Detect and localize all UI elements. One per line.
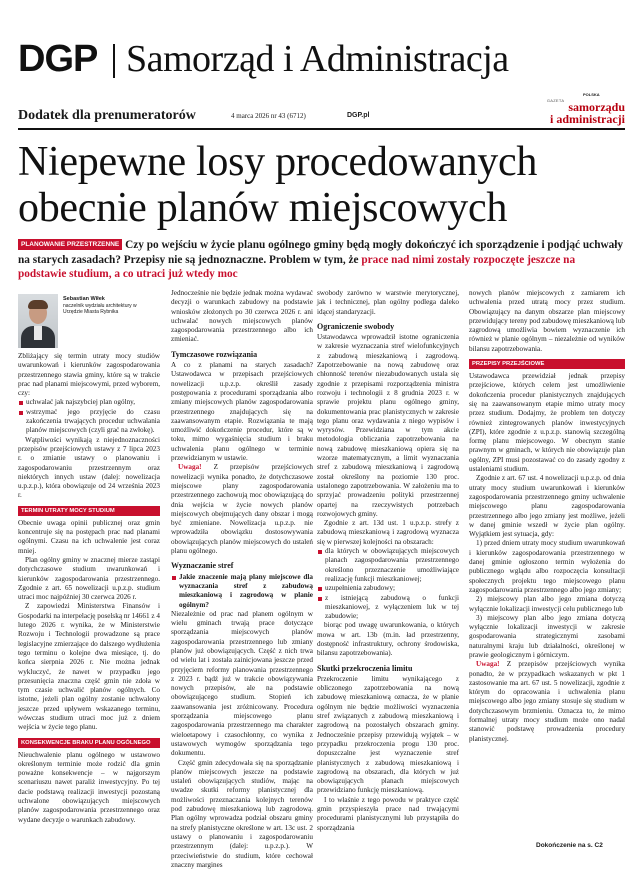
continued-note: Dokończenie na s. C2 xyxy=(536,842,603,849)
question-list xyxy=(171,573,313,610)
question xyxy=(171,573,313,610)
paragraph: Obecnie uwaga opinii publicznej oraz gmin koncentruje się na postępach prac nad planami ogólnymi. Czasu na ich uchwalenie jest coraz mniej. xyxy=(18,518,160,555)
masthead-separator xyxy=(113,44,115,78)
list-item: uchwalać jak najszybciej plan ogólny, xyxy=(18,398,160,407)
list-item: dla których w obowiązujących miejscowych planach zagospodarowania przestrzennego określono przeznaczenie umożliwiające realizację funkcji mieszkaniowej; xyxy=(317,547,459,584)
paragraph: swobody zarówno w warstwie merytorycznej, jak i technicznej, plan ogólny podlega daleko idącej standaryzacji. xyxy=(317,289,459,316)
paragraph: A co z planami na starych zasadach? Ustawodawca w przepisach przejściowych nowelizacji u.p.z.p. określił zasady postępowania z procedurami sporządzania albo zmiany miejscowych planów zagospodarowania przestrzennego znajdujących się na zaawansowanym etapie. Rozwiązania te mają umożliwić dokończenie procedur, które są w toku, mimo wygaśnięcia studium i braku uchwalenia planu ogólnego w terminie przewidzianym w ustawie. xyxy=(171,361,313,463)
uwaga-text: Z przepisów przejściowych nowelizacji wynika ponadto, że dotychczasowe miejscowe plany zagospodarowania przestrzennego zachowują moc obowiązującą do dnia wejścia w życie nowych planów miejscowych obejmujących dany obszar i mogą być zmieniane. Nowelizacja u.p.z.p. nie wprowadziła obowiązku dostosowywania obowiązujących planów miejscowych do ustaleń planu ogólnego. xyxy=(171,463,313,556)
section-heading: TERMIN UTRATY MOCY STUDIUM xyxy=(18,506,160,516)
category-tag: PLANOWANIE PRZESTRZENNE xyxy=(18,239,122,250)
site-link[interactable]: DGP.pl xyxy=(347,112,370,119)
paragraph: Zgodnie z art. 13d ust. 1 u.p.z.p. strefy z zabudową mieszkaniową i zagrodową wyznacza się w pierwszej kolejności na obszarach: xyxy=(317,519,459,546)
column-3 xyxy=(317,289,459,833)
uwaga-text: Z przepisów przejściowych wynika ponadto, że w przypadkach wskazanych w pkt 1 zastosowanie ma art. 67 ust. 5 nowelizacji, zgodnie z którym do opracowania i uchwalenia planu miejscowego albo jego zmiany stosuje się studium w dotychczasowym brzmieniu. Oznacza to, że mimo formalnej utraty mocy studium może ono nadal stanowić podstawę prowadzenia procedury planistycznej. xyxy=(469,660,626,743)
paragraph: Część gmin zdecydowała się na sporządzanie planów miejscowych jeszcze na podstawie ustaleń obowiązujących studiów, mając na uwadze skutki reformy planistycznej dla możliwości przeznaczania kolejnych terenów pod zabudowę mieszkaniową lub zagrodową. Plan ogólny wprowadza podział obszaru gminy na strefy planistyczne określone w art. 13c ust. 2 ustawy o planowaniu i zagospodarowaniu przestrzennym (dalej: u.p.z.p.). W przeciwieństwie do studium, które cechował znaczny margines xyxy=(171,758,313,869)
paragraph xyxy=(469,660,625,744)
gazette-line2: i administracji xyxy=(550,112,625,127)
article-headline: Niepewne losy procedowanych obecnie planów miejscowych xyxy=(18,139,538,231)
column-1 xyxy=(18,352,160,825)
country-label: POLSKA xyxy=(583,92,600,97)
gazette-prefix: GAZETA xyxy=(546,98,565,103)
column-4 xyxy=(469,289,625,744)
article-lead xyxy=(18,238,625,282)
paragraph: I to właśnie z tego powodu w praktyce część gmin przyspieszyła prace nad trwającymi procedurami planistycznymi lub przystąpiła do sporządzania xyxy=(317,795,459,832)
list-item: z istniejącą zabudową o funkcji mieszkaniowej, z wyłączeniem luk w tej zabudowie; xyxy=(317,594,459,622)
paragraph xyxy=(171,463,313,556)
author-name: Sebastian Wiłek xyxy=(63,296,105,302)
subheading: Tymczasowe rozwiązania xyxy=(171,349,258,359)
paragraph: Zgodnie z art. 67 ust. 4 nowelizacji u.p.z.p. od dnia utraty mocy studium uwarunkowań i kierunków zagospodarowania przestrzennego gminy uchwalenie miejscowego planu zagospodarowania przestrzennego albo jego zmiany jest możliwe, jeżeli w danej gminie wszedł w życie plan ogólny. Wyjątkiem jest sytuacja, gdy: xyxy=(469,474,625,539)
paragraph: Ustawodawca wprowadził istotne ograniczenia w zakresie wyznaczania stref wielofunkcyjnych z zabudową mieszkaniową i zagrodową. Zapotrzebowanie na nową zabudowę oraz chłonność terenów niezabudowanych ustala się zgodnie z przepisami rozporządzenia ministra rozwoju i technologii z 8 grudnia 2023 r. w sprawie projektu planu ogólnego gminy, dokumentowania prac planistycznych w zakresie tego planu oraz wydawania z niego wypisów i wyrysów. Przewidziana w tym akcie metodologia obliczania zapotrzebowania na nową zabudowę mieszkaniową opiera się na wzorze matematycznym, a limit wyznaczania stref z zabudową mieszkaniową i zagrodową został określony na poziomie 130 proc. ustalonego zapotrzebowania. W założeniu ma to sprzyjać prowadzeniu polityki przestrzennej opartej na rzeczywistych potrzebach rozwojowych gminy. xyxy=(317,333,459,518)
paragraph: Plan ogólny gminy w znacznej mierze zastąpi dotychczasowe studium uwarunkowań i kierunków zagospodarowania przestrzennego. Zgodnie z art. 65 nowelizacji u.p.z.p. studium utraci moc najpóźniej 30 czerwca 2026 r. xyxy=(18,555,160,602)
paragraph: Nieuchwalenie planu ogólnego w ustawowo określonym terminie może rodzić dla gmin poważne konsekwencje – w najgorszym scenariuszu nawet paraliż inwestycyjny. Po tej dacie podstawą realizacji inwestycji pozostaną uchwalone obowiązujących miejscowych planów zagospodarowania przestrzennego oraz wydane decyzje o warunkach zabudowy. xyxy=(18,750,160,824)
subheading: Skutki przekroczenia limitu xyxy=(317,663,413,673)
gazette-logo xyxy=(521,99,625,126)
header-rule xyxy=(18,128,625,130)
column-2 xyxy=(171,289,313,870)
uwaga-label: Uwaga! xyxy=(476,660,500,669)
paragraph: Niezależnie od prac nad planem ogólnym w wielu gminach trwają prace dotyczące sporządzania miejscowych planów zagospodarowania przestrzennego lub zmiany planów już obowiązujących. Część z nich trwa od wielu lat i została zainicjowana jeszcze przed przyjęciem reformy planowania przestrzennego z 2023 r. bądź już w trakcie obowiązywania nowych przepisów, ale na podstawie obowiązującego studium. Stopień ich zaawansowania jest zróżnicowany. Procedura sporządzania miejscowego planu zagospodarowania przestrzennego ma charakter wieloetapowy i czasochłonny, co wynika z ustawowych wymogów sporządzania tego dokumentu. xyxy=(171,609,313,758)
paragraph: Ustawodawca przewidział jednak przepisy przejściowe, których celem jest umożliwienie dokończenia procedur planistycznych znajdujących się na zaawansowanym etapie mimo utraty mocy przez studium. Dodajmy, że problem ten dotyczy również zintegrowanych planów inwestycyjnych (ZPI), które zgodnie z u.p.z.p. stanowią szczególną formę planu miejscowego. W obecnym stanie prawnym w gminach, w których nie obowiązuje plan ogólny, ZPI musi pozostawać co do zasady zgodny z ustaleniami studium. xyxy=(469,372,625,474)
paragraph: Jednocześnie nie będzie jednak można wydawać decyzji o warunkach zabudowy na podstawie wniosków złożonych po 30 czerwca 2026 r. ani uchwalać nowych miejscowych planów zagospodarowania przestrzennego albo ich zmieniać. xyxy=(171,289,313,344)
author-box xyxy=(63,296,145,316)
question-text: Jakie znaczenie mają plany miejscowe dla wyznaczania stref z zabudową mieszkaniową i zagrodową w planie ogólnym? xyxy=(179,572,313,609)
author-photo xyxy=(18,294,58,348)
paragraph: 3) miejscowy plan albo jego zmiana dotyczą wyłącznie lokalizacji inwestycji w zakresie gospodarowania strategicznymi zasobami naturalnymi kraju lub działalności, określonej w prawie geologicznym i górniczym. xyxy=(469,613,625,659)
lead-highlight: prace nad nimi zostały rozpoczęte jeszcze na podstawie studium, a co utraci już wtedy moc xyxy=(18,253,576,280)
paragraph: nowych planów miejscowych z zamiarem ich uchwalenia przed utratą mocy przez studium. Obowiązujący na danym obszarze plan miejscowy przewidujący tereny pod zabudowę mieszkaniową lub zagrodową umożliwia bowiem wyznaczenie ich również w planie ogólnym – niezależnie od wyników bilansu zapotrzebowania. xyxy=(469,289,625,353)
bullet-list xyxy=(18,398,160,435)
dgp-logo: DGP xyxy=(18,38,98,80)
author-role: naczelnik wydziału architektury w Urzędzie Miasta Rybnika xyxy=(63,302,137,315)
paragraph: biorąc pod uwagę uwarunkowania, o których mowa w art. 13b (m.in. ład przestrzenny, dostępność infrastruktury, ochrony środowiska, bilansu zapotrzebowania). xyxy=(317,621,459,658)
paragraph: Z zapowiedzi Ministerstwa Finansów i Gospodarki na interpelację poselską nr 14661 z 4 lutego 2026 r. wynika, że w Ministerstwie Rozwoju i Technologii prowadzone są prace legislacyjne zmierzające do dalszego wydłużenia tego terminu o kolejne dwa miesiące, tj. do końca sierpnia 2026 r. Nie można jednak wykluczyć, że nawet w przypadku jego przesunięcia znaczna część gmin nie zdoła w tym czasie uchwalić planów ogólnych. Co istotne, jeżeli plan ogólny zostanie uchwalony jeszcze przed upływem wskazanego terminu, wówczas studium utraci moc już z dniem wejścia w życie tego planu. xyxy=(18,602,160,732)
lead-text: Czy po wejściu w życie planu ogólnego gminy będą mogły dokończyć ich sporządzenie i podjąć uchwały na starych zasadach? Przepisy nie są jednoznaczne. Problem w tym, że xyxy=(18,239,624,266)
list-item: wstrzymać jego przyjęcie do czasu zakończenia trwających procedur uchwalania planów miejscowych (czyli grać na zwłokę). xyxy=(18,408,160,436)
paragraph: 2) miejscowy plan albo jego zmiana dotyczą wyłącznie lokalizacji inwestycji celu publicznego lub xyxy=(469,595,625,613)
subheading: Ograniczenie swobody xyxy=(317,321,395,331)
list-item: uzupełnienia zabudowy; xyxy=(317,584,459,593)
section-heading: PRZEPISY PRZEJŚCIOWE xyxy=(469,359,625,369)
paragraph: 1) przed dniem utraty mocy studium uwarunkowań i kierunków zagospodarowania przestrzennego w danej gminie ogłoszono termin wyłożenia do publicznego wglądu albo rozpoczęcia konsultacji społecznych projektu tego miejscowego planu zagospodarowania przestrzennego albo jego zmiany; xyxy=(469,539,625,594)
issue-date: 4 marca 2026 nr 43 (6712) xyxy=(231,112,306,120)
paragraph: Przekroczenie limitu wynikającego z obliczonego zapotrzebowania na nową zabudowę mieszkaniową oznacza, że w planie ogólnym nie będzie możliwości wyznaczenia stref związanych z zabudową mieszkaniową i zagrodową na pozostałych obszarach gminy. Jednocześnie przepisy przewidują wyjątek – w przypadku przekroczenia progu 130 proc. dopuszczalne jest wyznaczenie stref planistycznych z zabudową mieszkaniową i zagrodową na obszarach, dla których w już obowiązujących planach miejscowych przewidziano funkcję mieszkaniową. xyxy=(317,674,459,795)
gazette-line1: samorządu xyxy=(568,100,625,114)
masthead-title: Samorząd i Administracja xyxy=(126,38,509,80)
subheading: Wyznaczanie stref xyxy=(171,561,234,571)
supplement-label: Dodatek dla prenumeratorów xyxy=(18,108,196,123)
section-heading: KONSEKWENCJE BRAKU PLANU OGÓLNEGO xyxy=(18,738,160,748)
bullet-list xyxy=(317,547,459,621)
uwaga-label: Uwaga! xyxy=(178,463,202,472)
paragraph: Wątpliwości wynikają z niejednoznaczności przepisów przejściowych ustawy z 7 lipca 2023 r. o zmianie ustawy o planowaniu i zagospodarowaniu przestrzennym oraz niektórych innych ustaw (dalej: nowelizacja u.p.z.p.), która obowiązuje od 24 września 2023 r. xyxy=(18,435,160,500)
paragraph: Zbliżający się termin utraty mocy studiów uwarunkowań i kierunków zagospodarowania przestrzennego stawia gminy, które są w trakcie prac nad planami miejscowymi, przed wyborem, czy: xyxy=(18,352,160,398)
